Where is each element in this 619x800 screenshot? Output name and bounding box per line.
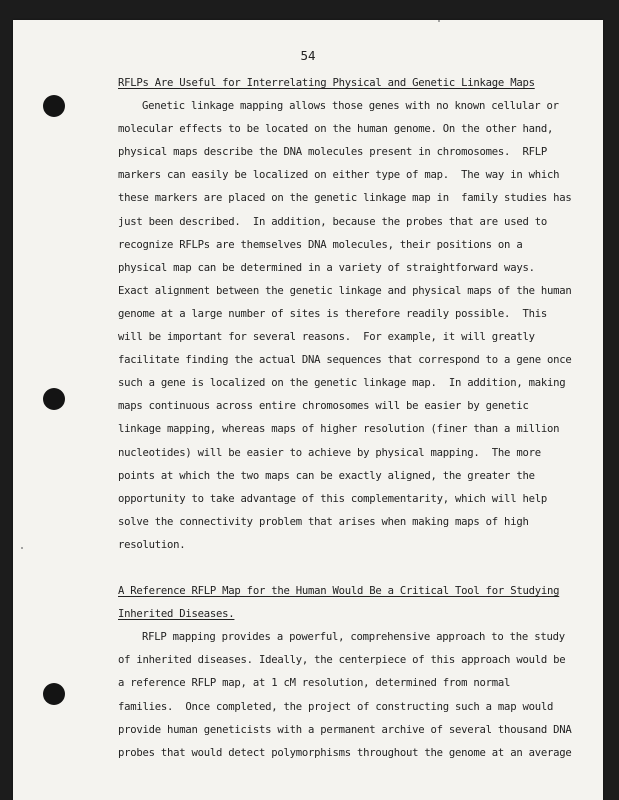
binder-hole-middle [43,388,65,410]
paragraph-line: linkage mapping, whereas maps of higher resolution (finer than a million [118,423,560,436]
scan-speck [21,547,23,549]
section-gap [118,557,558,580]
paragraph-line: points at which the two maps can be exactly aligned, the greater the [118,469,535,482]
paragraph-line: recognize RFLPs are themselves DNA molecules, their positions on a [118,238,523,251]
paragraph-line: nucleotides) will be easier to achieve by physical mapping. The more [118,446,541,459]
paragraph-line: physical map can be determined in a variety of straightforward ways. [118,261,535,274]
document-page [13,20,603,800]
paragraph-line: probes that would detect polymorphisms throughout the genome at an average [118,746,572,759]
paragraph-line: physical maps describe the DNA molecules present in chromosomes. RFLP [118,146,547,159]
paragraph-line: solve the connectivity problem that arises when making maps of high [118,515,529,528]
paragraph-line: just been described. In addition, because the probes that are used to [118,215,547,228]
section-heading-continued: Inherited Diseases. [118,608,235,621]
paragraph-line: of inherited diseases. Ideally, the centerpiece of this approach would be [118,654,566,667]
paragraph-line: resolution. [118,538,186,551]
section-heading: A Reference RFLP Map for the Human Would Be a Critical Tool for Studying [118,585,560,598]
paragraph-line: provide human geneticists with a permanent archive of several thousand DNA [118,723,572,736]
paragraph-line: RFLP mapping provides a powerful, comprehensive approach to the study [142,631,565,644]
paragraph-line: markers can easily be localized on either type of map. The way in which [118,169,560,182]
binder-hole-top [43,95,65,117]
paragraph-line: Exact alignment between the genetic linkage and physical maps of the human [118,284,572,297]
paragraph-line: Genetic linkage mapping allows those genes with no known cellular or [142,100,559,113]
paragraph-line: maps continuous across entire chromosomes will be easier by genetic [118,400,529,413]
paragraph-line: such a gene is localized on the genetic linkage map. In addition, making [118,377,566,390]
paragraph-line: a reference RFLP map, at 1 cM resolution, determined from normal [118,677,511,690]
paragraph-line: facilitate finding the actual DNA sequences that correspond to a gene once [118,354,572,367]
paragraph-line: families. Once completed, the project of constructing such a map would [118,700,554,713]
section-heading: RFLPs Are Useful for Interrelating Physical and Genetic Linkage Maps [118,77,535,89]
paragraph-line: these markers are placed on the genetic linkage map in family studies has [118,192,572,205]
page-number: 54 [300,48,316,63]
paragraph-line: genome at a large number of sites is therefore readily possible. This [118,307,547,320]
binder-hole-bottom [43,683,65,705]
paragraph-line: will be important for several reasons. For example, it will greatly [118,331,535,344]
paragraph-line: molecular effects to be located on the human genome. On the other hand, [118,123,554,136]
paragraph-line: opportunity to take advantage of this complementarity, which will help [118,492,547,505]
document-body [118,72,572,765]
scan-speck [438,20,440,22]
